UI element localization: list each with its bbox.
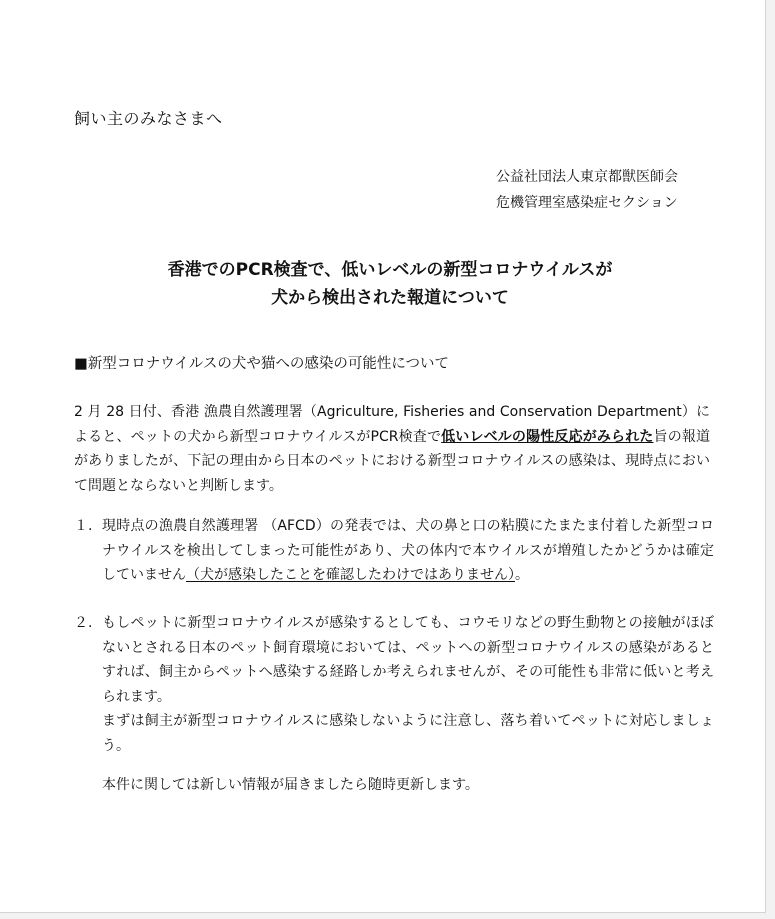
list-item-body: [102, 514, 714, 588]
list-item-text-2: まずは飼主が新型コロナウイルスに感染しないように注意し、落ち着いてペットに対応しましょう。: [102, 713, 714, 754]
salutation: 飼い主のみなさまへ: [74, 109, 223, 128]
title-line-1: 香港でのPCR検査で、低いレベルの新型コロナウイルスが: [167, 260, 613, 280]
list-item-1: [74, 514, 714, 588]
list-item-end: 。: [515, 567, 529, 583]
closing-note: 本件に関しては新しい情報が届きましたら随時更新します。: [102, 777, 479, 793]
document-title: [60, 256, 720, 312]
list-item-number: ２.: [74, 615, 93, 631]
title-line-2: 犬から検出された報道について: [271, 288, 509, 308]
issuer-block: [496, 164, 678, 216]
intro-text-2: 旨の報道がありましたが、下記の理由から日本のペットにおける新型コロナウイルスの感染は、現時点において問題とならないと判断します。: [74, 428, 711, 494]
intro-paragraph: [74, 400, 710, 498]
issuer-department: 危機管理室感染症セクション: [496, 195, 678, 211]
list-item-number: １.: [74, 518, 93, 534]
section-heading: ■新型コロナウイルスの犬や猫への感染の可能性について: [74, 356, 450, 372]
list-item-text: 現時点の漁農自然護理署 （AFCD）の発表では、犬の鼻と口の粘膜にたまたま付着した新型コロナウイルスを検出してしまった可能性があり、犬の体内で本ウイルスが増殖したかどうかは確定していません: [102, 518, 714, 583]
list-item-2: [74, 611, 714, 758]
list-item-body: [102, 611, 714, 758]
list-item-text: もしペットに新型コロナウイルスが感染するとしても、コウモリなどの野生動物との接触がほぼないとされる日本のペット飼育環境においては、ペットへの新型コロナウイルスの感染があるとすれば、飼主からペットへ感染する経路しか考えられませんが、その可能性も非常に低いと考えられます。: [102, 615, 714, 705]
intro-text-1: 2 月 28 日付、香港 漁農自然護理署（Agriculture, Fisheries and Conservation Department）によると、ペットの犬から新型コロナウイルスがPCR検査で: [74, 404, 710, 445]
intro-emphasis: 低いレベルの陽性反応がみられた: [441, 428, 654, 445]
issuer-organization: 公益社団法人東京都獣医師会: [496, 169, 678, 185]
list-item-underlined-text: （犬が感染したことを確認したわけではありません）: [186, 567, 515, 583]
